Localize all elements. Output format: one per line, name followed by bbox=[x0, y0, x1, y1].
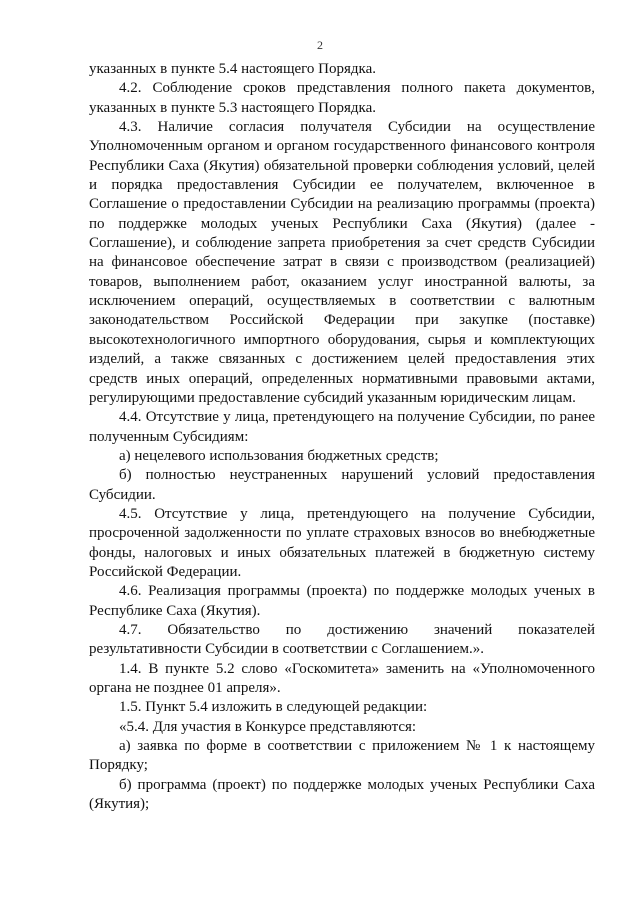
document-body bbox=[89, 60, 595, 814]
paragraph-4-4-a: а) нецелевого использования бюджетных средств; bbox=[119, 447, 439, 464]
paragraph-4-4-b: б) полностью неустраненных нарушений условий предоставления Субсидии. bbox=[89, 467, 595, 503]
paragraph-4-4: 4.4. Отсутствие у лица, претендующего на получение Субсидии, по ранее полученным Субсидиям: bbox=[89, 409, 595, 445]
paragraph-1-5: 1.5. Пункт 5.4 изложить в следующей редакции: bbox=[119, 699, 428, 716]
paragraph-4-5: 4.5. Отсутствие у лица, претендующего на получение Субсидии, просроченной задолженности по уплате страховых взносов во внебюджетные фонды, налоговых и иных обязательных платежей в бюджетную систему Российской Федерации. bbox=[89, 505, 595, 580]
paragraph-5-4-b: б) программа (проект) по поддержке молодых ученых Республики Саха (Якутия); bbox=[89, 776, 595, 813]
page-number: 2 bbox=[317, 38, 323, 52]
paragraph-continuation: указанных в пункте 5.4 настоящего Порядка. bbox=[89, 61, 377, 77]
paragraph-1-4: 1.4. В пункте 5.2 слово «Госкомитета» заменить на «Уполномоченного органа не позднее 01 апреля». bbox=[89, 660, 595, 696]
paragraph-4-2: 4.2. Соблюдение сроков представления полного пакета документов, указанных в пункте 5.3 настоящего Порядка. bbox=[89, 80, 595, 116]
paragraph-5-4: «5.4. Для участия в Конкурсе представляются: bbox=[119, 718, 417, 735]
paragraph-4-7: 4.7. Обязательство по достижению значений показателей результативности Субсидии в соответствии с Соглашением.». bbox=[89, 621, 595, 658]
paragraph-5-4-a: а) заявка по форме в соответствии с приложением № 1 к настоящему Порядку; bbox=[89, 738, 595, 774]
paragraph-4-6: 4.6. Реализация программы (проекта) по поддержке молодых ученых в Республике Саха (Якутия). bbox=[89, 583, 595, 619]
paragraph-4-3: 4.3. Наличие согласия получателя Субсидии на осуществление Уполномоченным органом и органом государственного финансового контроля Республики Саха (Якутия) обязательной проверки соблюдения условий, целей и порядка предоставления Субсидии ее получателем, включенное в Соглашение о предоставлении Субсидии на реализацию программы (проекта) по поддержке молодых ученых Республики Саха (Якутия) (далее - Соглашение), и соблюдение запрета приобретения за счет средств Субсидии на финансовое обеспечение затрат в связи с производством (реализацией) товаров, выполнением работ, оказанием услуг иностранной валюты, за исключением операций, осуществляемых в соответствии с валютным законодательством Российской Федерации при закупке (поставке) высокотехнологичного импортного оборудования, сырья и комплектующих изделий, а также связанных с достижением целей предоставления этих средств иных операций, определенных нормативными правовыми актами, регулирующими предоставление субсидий указанным юридическим лицам. bbox=[89, 119, 595, 406]
